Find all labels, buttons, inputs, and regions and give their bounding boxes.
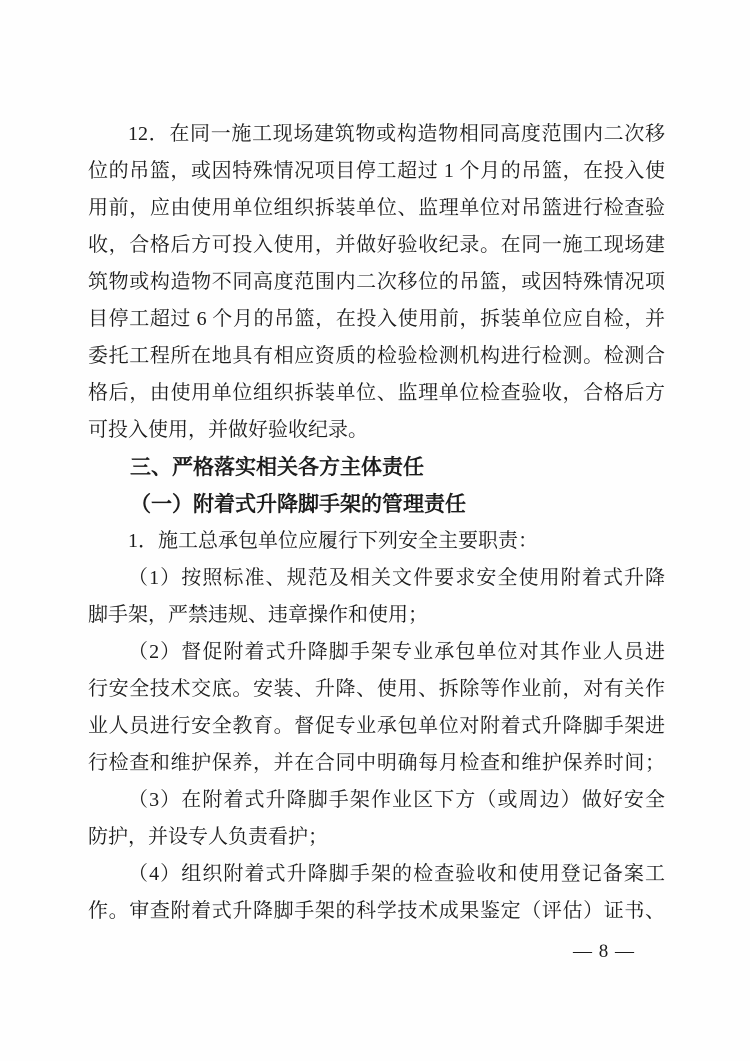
text-line: 可投入使用，并做好验收纪录。 xyxy=(88,419,368,441)
subsection-heading: （一）附着式升降脚手架的管理责任 xyxy=(130,492,466,516)
text-line: 格后，由使用单位组织拆装单位、监理单位检查验收，合格后方 xyxy=(88,382,665,404)
text-line: 1．施工总承包单位应履行下列安全主要职责： xyxy=(128,530,538,552)
text-line: 业人员进行安全教育。督促专业承包单位对附着式升降脚手架进 xyxy=(88,715,665,737)
text-line: 行安全技术交底。安装、升降、使用、拆除等作业前，对有关作 xyxy=(88,678,665,700)
text-line: 用前，应由使用单位组织拆装单位、监理单位对吊篮进行检查验 xyxy=(88,197,665,219)
text-line: （3）在附着式升降脚手架作业区下方（或周边）做好安全 xyxy=(128,789,665,811)
text-line: 收，合格后方可投入使用，并做好验收纪录。在同一施工现场建 xyxy=(88,234,665,256)
section-heading: 三、严格落实相关各方主体责任 xyxy=(130,456,424,479)
text-line: 行检查和维护保养，并在合同中明确每月检查和维护保养时间； xyxy=(88,752,665,774)
text-line: 位的吊篮，或因特殊情况项目停工超过 1 个月的吊篮，在投入使 xyxy=(88,160,665,182)
text-line: 作。审查附着式升降脚手架的科学技术成果鉴定（评估）证书、 xyxy=(88,900,665,922)
text-line: 筑物或构造物不同高度范围内二次移位的吊篮，或因特殊情况项 xyxy=(88,271,665,293)
text-line: 委托工程所在地具有相应资质的检验检测机构进行检测。检测合 xyxy=(88,345,665,367)
text-line: （4）组织附着式升降脚手架的检查验收和使用登记备案工 xyxy=(128,863,665,885)
text-line: （1）按照标准、规范及相关文件要求安全使用附着式升降 xyxy=(128,567,665,589)
text-line: （2）督促附着式升降脚手架专业承包单位对其作业人员进 xyxy=(128,641,665,663)
text-line: 脚手架，严禁违规、违章操作和使用； xyxy=(88,604,428,626)
page-number: — 8 — xyxy=(573,941,635,962)
text-line: 12．在同一施工现场建筑物或构造物相同高度范围内二次移 xyxy=(128,123,665,145)
text-line: 目停工超过 6 个月的吊篮，在投入使用前，拆装单位应自检，并 xyxy=(88,308,665,330)
document-body xyxy=(88,116,665,930)
text-line: 防护，并设专人负责看护； xyxy=(88,826,328,848)
